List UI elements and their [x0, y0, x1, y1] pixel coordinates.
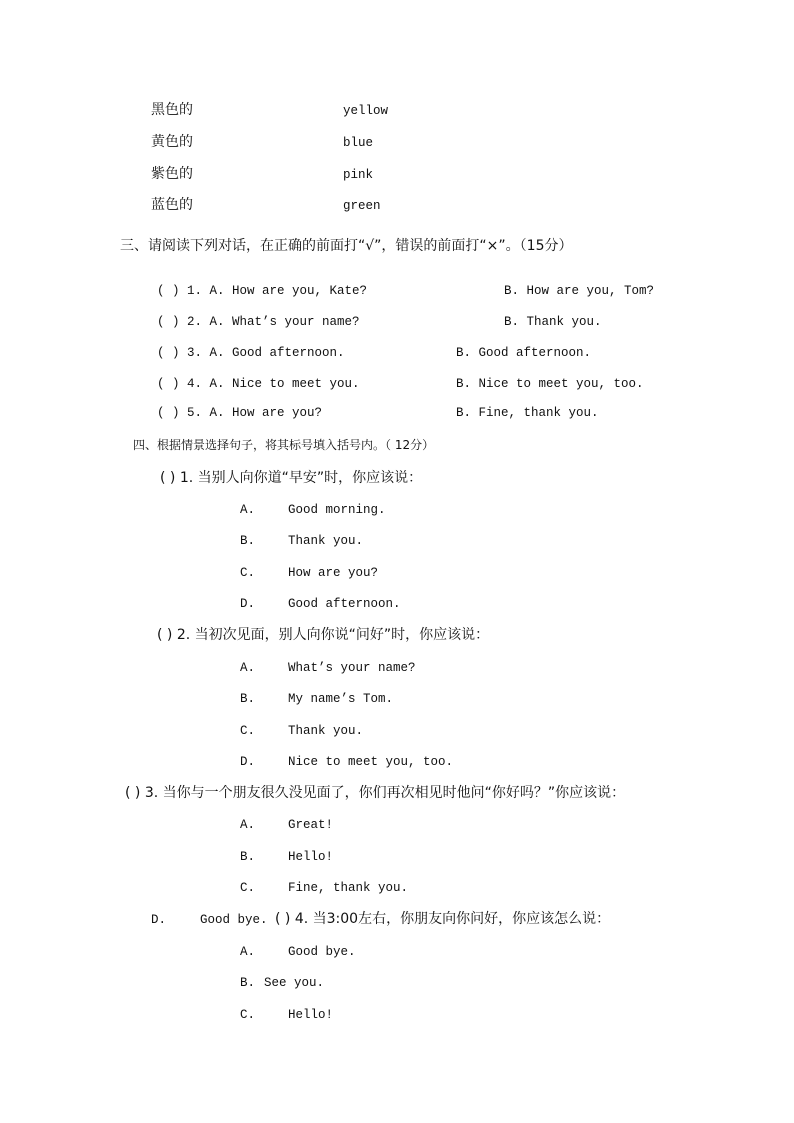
s4-q2-a-text: What’s your name? [288, 661, 416, 675]
s4-q2-c-letter: C. [240, 724, 256, 738]
s3-item-2: ( ) 2. A. What’s your name? [157, 315, 360, 329]
s4-q3-stem: ( ) 3. 当你与一个朋友很久没见面了，你们再次相见时他问“你好吗？”你应该说： [125, 785, 626, 801]
s4-q1-b-letter: B. [240, 534, 256, 548]
vocab-en-2: blue [343, 136, 374, 150]
vocab-en-4: green [343, 199, 381, 213]
s4-q2-b-letter: B. [240, 692, 256, 706]
s4-q4-c-text: Hello! [288, 1008, 334, 1022]
s4-q1-b-text: Thank you. [288, 534, 364, 548]
s4-q1-c-text: How are you? [288, 566, 379, 580]
s4-q3-b-letter: B. [240, 850, 256, 864]
s4-q4-c-letter: C. [240, 1008, 256, 1022]
s4-q3-a-text: Great! [288, 818, 334, 832]
s3-item-1-b: B. How are you, Tom? [504, 284, 655, 298]
s4-q2-b-text: My name’s Tom. [288, 692, 394, 706]
s3-item-5: ( ) 5. A. How are you? [157, 406, 323, 420]
s4-q3-c-letter: C. [240, 881, 256, 895]
s3-item-3-b: B. Good afternoon. [456, 346, 592, 360]
vocab-cn-3: 紫色的 [151, 166, 193, 182]
s3-item-4-b: B. Nice to meet you, too. [456, 377, 644, 391]
vocab-cn-4: 蓝色的 [151, 197, 193, 213]
s4-q4-b-letter: B. [240, 976, 256, 990]
s3-item-3: ( ) 3. A. Good afternoon. [157, 346, 345, 360]
vocab-cn-1: 黑色的 [151, 102, 193, 118]
s4-q2-stem: ( ) 2. 当初次见面，别人向你说“问好”时，你应该说： [157, 627, 490, 643]
s4-q2-a-letter: A. [240, 661, 256, 675]
section3-heading: 三、请阅读下列对话，在正确的前面打“√”，错误的前面打“×”。（15分） [120, 238, 573, 254]
section4-heading: 四、根据情景选择句子，将其标号填入括号内。（ 12分） [133, 438, 435, 452]
vocab-en-1: yellow [343, 104, 389, 118]
vocab-en-3: pink [343, 168, 374, 182]
s4-q3-d-letter: D. [151, 913, 167, 927]
s4-q4-b-text: See you. [264, 976, 325, 990]
s4-q1-d-text: Good afternoon. [288, 597, 401, 611]
s4-q2-c-text: Thank you. [288, 724, 364, 738]
s3-item-4: ( ) 4. A. Nice to meet you. [157, 377, 360, 391]
s4-q3-d-text: Good bye. [200, 913, 268, 927]
s4-q2-d-letter: D. [240, 755, 256, 769]
s4-q1-a-text: Good morning. [288, 503, 386, 517]
s4-q2-d-text: Nice to meet you, too. [288, 755, 454, 769]
s4-q4-a-text: Good bye. [288, 945, 356, 959]
s4-q4-stem: ( ) 4. 当3:00左右，你朋友向你问好，你应该怎么说： [275, 911, 611, 927]
s3-item-5-b: B. Fine, thank you. [456, 406, 599, 420]
s3-item-2-b: B. Thank you. [504, 315, 602, 329]
s4-q3-c-text: Fine, thank you. [288, 881, 409, 895]
s4-q1-d-letter: D. [240, 597, 256, 611]
s3-item-1: ( ) 1. A. How are you, Kate? [157, 284, 368, 298]
vocab-cn-2: 黄色的 [151, 134, 193, 150]
s4-q1-stem: ( ) 1. 当别人向你道“早安”时，你应该说： [160, 470, 423, 486]
s4-q3-b-text: Hello! [288, 850, 334, 864]
s4-q1-c-letter: C. [240, 566, 256, 580]
s4-q1-a-letter: A. [240, 503, 256, 517]
s4-q3-a-letter: A. [240, 818, 256, 832]
s4-q4-a-letter: A. [240, 945, 256, 959]
